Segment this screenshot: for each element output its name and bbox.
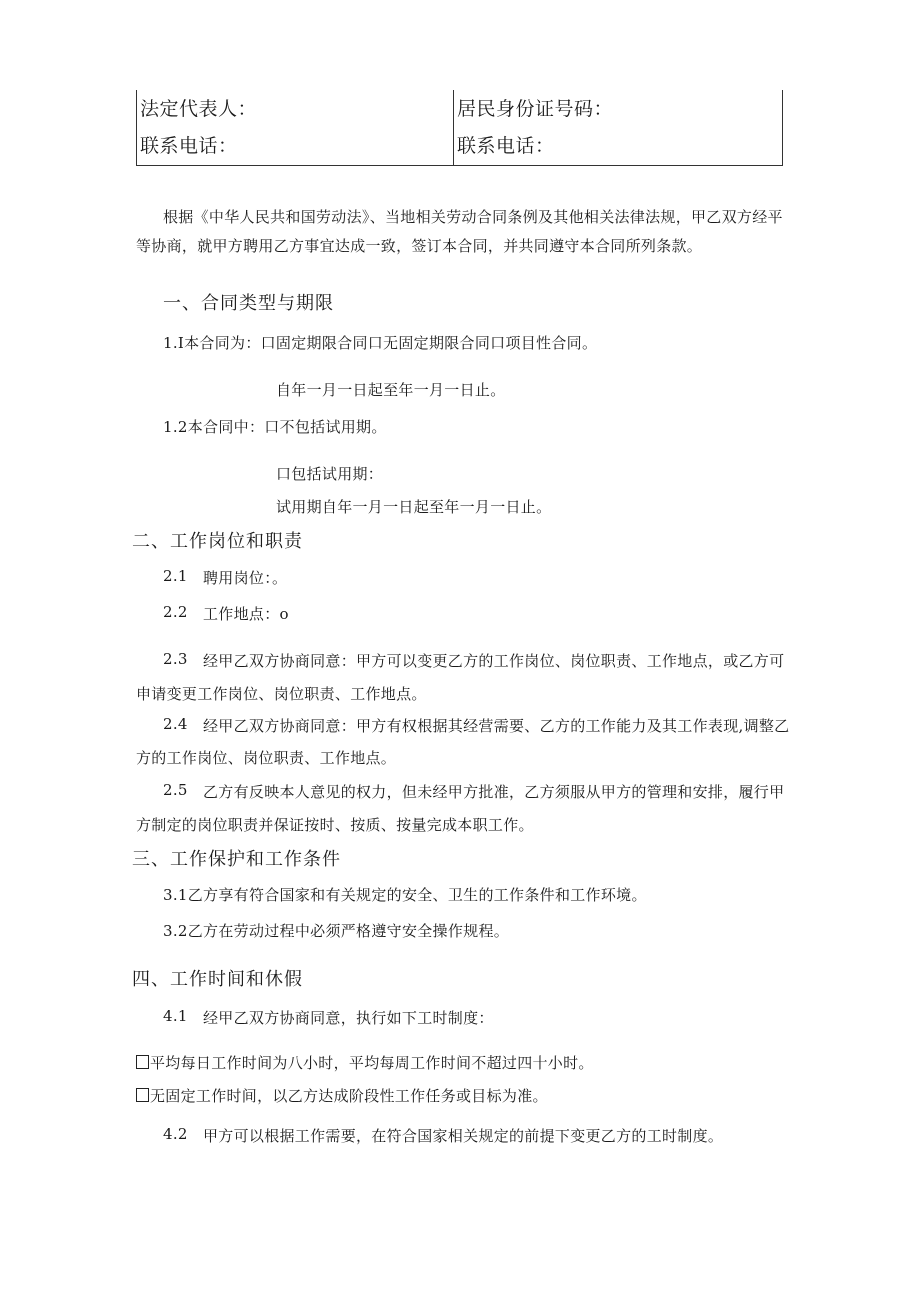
clause-1-1-term: 自年一月一日起至年一月一日止。 xyxy=(276,381,506,399)
option-standard-label: 平均每日工作时间为八小时，平均每周工作时间不超过四十小时。 xyxy=(150,1054,594,1072)
clause-2-1-number: 2.1 xyxy=(163,567,188,585)
clause-4-1-number: 4.1 xyxy=(163,1007,188,1025)
clause-3-2: 3.2乙方在劳动过程中必须严格遵守安全操作规程。 xyxy=(163,922,510,940)
table-border-right xyxy=(782,90,783,166)
clause-4-1: 经甲乙双方协商同意，执行如下工时制度： xyxy=(203,1009,494,1027)
clause-3-1: 3.1乙方享有符合国家和有关规定的安全、卫生的工作条件和工作环境。 xyxy=(163,886,647,904)
clause-2-4-number: 2.4 xyxy=(163,715,188,733)
section-3-title: 三、工作保护和工作条件 xyxy=(132,849,341,870)
clause-1-2-option: 口包括试用期： xyxy=(276,465,384,483)
clause-2-4-line-1: 经甲乙双方协商同意：甲方有权根据其经营需要、乙方的工作能力及其工作表现,调整乙 xyxy=(203,717,790,735)
clause-4-2-number: 4.2 xyxy=(163,1125,188,1143)
legal-rep-label: 法定代表人： xyxy=(140,98,258,120)
checkbox-standard-hours[interactable] xyxy=(136,1055,149,1069)
section-2-title: 二、工作岗位和职责 xyxy=(132,531,303,552)
right-phone-label: 联系电话： xyxy=(457,135,555,157)
work-hours-option-flexible[interactable] xyxy=(136,1085,548,1106)
clause-2-5-line-2: 方制定的岗位职责并保证按时、按质、按量完成本职工作。 xyxy=(136,816,534,834)
clause-2-3-line-1: 经甲乙双方协商同意：甲方可以变更乙方的工作岗位、岗位职责、工作地点，或乙方可 xyxy=(203,652,785,670)
table-border-middle xyxy=(453,90,454,166)
clause-2-4-line-2: 方的工作岗位、岗位职责、工作地点。 xyxy=(136,749,397,767)
clause-1-2-term: 试用期自年一月一日起至年一月一日止。 xyxy=(276,498,552,516)
clause-2-5-line-1: 乙方有反映本人意见的权力，但未经甲方批准，乙方须服从甲方的管理和安排，履行甲 xyxy=(203,783,785,801)
section-1-title: 一、合同类型与期限 xyxy=(163,293,334,314)
table-border-bottom xyxy=(136,165,783,166)
clause-2-3-line-2: 申请变更工作岗位、岗位职责、工作地点。 xyxy=(136,685,427,703)
clause-2-1: 聘用岗位：。 xyxy=(203,569,288,587)
table-border-left xyxy=(136,90,137,166)
clause-1-2: 1.2本合同中：口不包括试用期。 xyxy=(163,418,387,436)
section-4-title: 四、工作时间和休假 xyxy=(132,969,303,990)
id-number-label: 居民身份证号码： xyxy=(457,98,614,120)
option-flexible-label: 无固定工作时间，以乙方达成阶段性工作任务或目标为准。 xyxy=(150,1087,548,1105)
preamble-line-1: 根据《中华人民共和国劳动法》、当地相关劳动合同条例及其他相关法律法规，甲乙双方经平 xyxy=(163,208,783,226)
clause-4-2: 甲方可以根据工作需要，在符合国家相关规定的前提下变更乙方的工时制度。 xyxy=(203,1127,724,1145)
clause-2-2-number: 2.2 xyxy=(163,603,188,621)
clause-2-2: 工作地点：o xyxy=(203,605,289,623)
clause-2-3-number: 2.3 xyxy=(163,650,188,668)
checkbox-flexible-hours[interactable] xyxy=(136,1088,149,1102)
work-hours-option-standard[interactable] xyxy=(136,1052,594,1073)
clause-2-5-number: 2.5 xyxy=(163,781,188,799)
left-phone-label: 联系电话： xyxy=(140,135,238,157)
clause-1-1: 1.I本合同为：口固定期限合同口无固定期限合同口项目性合同。 xyxy=(163,334,598,352)
preamble-line-2: 等协商，就甲方聘用乙方事宜达成一致，签订本合同，并共同遵守本合同所列条款。 xyxy=(136,237,703,255)
